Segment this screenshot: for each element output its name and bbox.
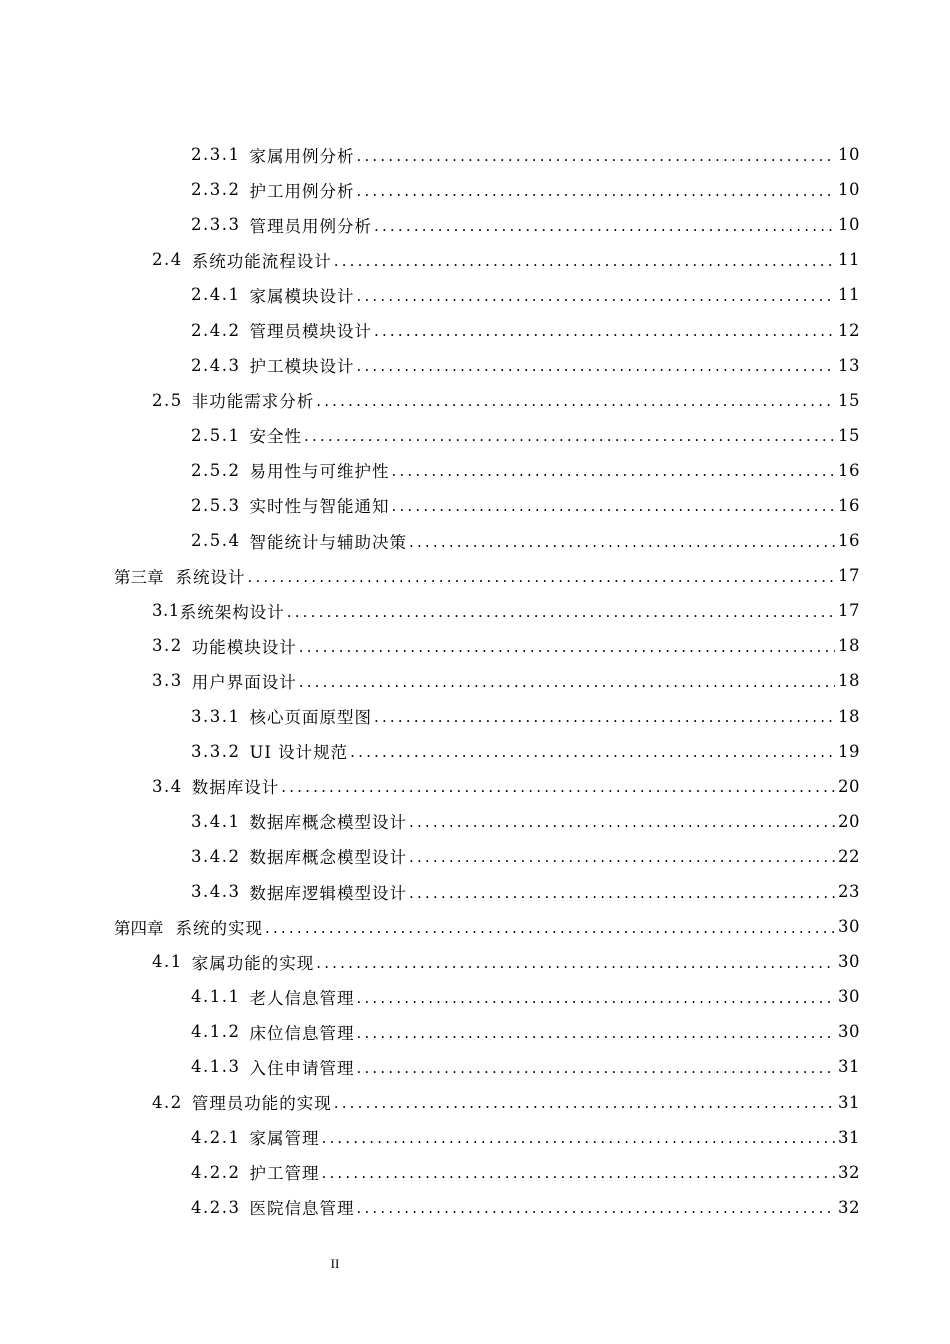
toc-dot-leader xyxy=(356,989,835,1007)
toc-entry[interactable] xyxy=(0,488,950,523)
toc-entry[interactable] xyxy=(0,734,950,769)
toc-dot-leader xyxy=(356,1199,835,1217)
toc-entry-number: 2.4.2 xyxy=(191,320,241,340)
toc-entry-title: 医院信息管理 xyxy=(249,1199,355,1219)
toc-entry-number: 3.1 xyxy=(152,601,180,621)
toc-entry-title: 安全性 xyxy=(249,427,302,447)
toc-entry-number: 2.3.2 xyxy=(191,180,241,200)
toc-dot-leader xyxy=(265,919,835,937)
toc-entry-number: 第四章 xyxy=(114,918,164,938)
toc-dot-leader xyxy=(409,848,835,866)
toc-entry-title: 易用性与可维护性 xyxy=(249,462,390,482)
toc-entry[interactable] xyxy=(0,1190,950,1225)
toc-dot-leader xyxy=(374,322,835,340)
toc-entry-title: 数据库概念模型设计 xyxy=(249,813,407,833)
toc-entry-number: 4.2.2 xyxy=(191,1162,241,1182)
toc-entry[interactable] xyxy=(0,137,950,172)
toc-entry[interactable] xyxy=(0,418,950,453)
toc-entry-page: 16 xyxy=(838,495,860,515)
toc-entry[interactable] xyxy=(0,874,950,909)
toc-dot-leader xyxy=(356,287,835,305)
toc-entry-number: 4.2.3 xyxy=(191,1197,241,1217)
toc-entry[interactable] xyxy=(0,979,950,1014)
toc-entry[interactable] xyxy=(0,207,950,242)
toc-dot-leader xyxy=(356,357,835,375)
toc-dot-leader xyxy=(316,392,835,410)
toc-entry-page: 11 xyxy=(838,250,860,270)
toc-entry-page: 22 xyxy=(838,846,860,866)
toc-entry-title: 护工用例分析 xyxy=(249,181,355,201)
toc-entry[interactable] xyxy=(0,1120,950,1155)
toc-dot-leader xyxy=(334,252,835,270)
toc-dot-leader xyxy=(287,603,835,621)
toc-dot-leader xyxy=(299,673,835,691)
toc-entry-title: 家属模块设计 xyxy=(249,286,355,306)
toc-entry[interactable] xyxy=(0,699,950,734)
toc-entry-page: 18 xyxy=(838,636,860,656)
toc-dot-leader xyxy=(350,743,835,761)
toc-entry-page: 30 xyxy=(838,952,860,972)
toc-dot-leader xyxy=(391,462,835,480)
toc-entry-page: 15 xyxy=(838,390,860,410)
toc-entry-number: 4.2 xyxy=(152,1092,183,1112)
toc-entry-page: 32 xyxy=(838,1197,860,1217)
toc-entry-number: 4.1.1 xyxy=(191,987,241,1007)
toc-dot-leader xyxy=(316,954,835,972)
toc-entry-title: 家属管理 xyxy=(249,1129,320,1149)
toc-entry-number: 第三章 xyxy=(114,567,164,587)
toc-entry-title: 系统功能流程设计 xyxy=(191,251,332,271)
toc-dot-leader xyxy=(356,182,835,200)
page-number-footer: II xyxy=(330,1256,340,1271)
toc-dot-leader xyxy=(321,1129,835,1147)
toc-entry-number: 4.1.2 xyxy=(191,1022,241,1042)
toc-entry-page: 17 xyxy=(838,566,860,586)
toc-entry[interactable] xyxy=(0,383,950,418)
toc-entry-page: 31 xyxy=(838,1057,860,1077)
toc-entry-title: 管理员模块设计 xyxy=(249,322,372,342)
table-of-contents xyxy=(0,137,950,1225)
toc-entry-title: 用户界面设计 xyxy=(191,672,297,692)
toc-entry[interactable] xyxy=(0,348,950,383)
toc-entry-page: 20 xyxy=(838,811,860,831)
toc-entry-title: 系统架构设计 xyxy=(179,602,285,622)
toc-entry-title: 智能统计与辅助决策 xyxy=(249,532,407,552)
toc-entry[interactable] xyxy=(0,172,950,207)
toc-entry[interactable] xyxy=(0,1155,950,1190)
toc-entry-page: 18 xyxy=(838,706,860,726)
toc-entry-number: 2.5.2 xyxy=(191,460,241,480)
toc-entry-number: 3.3.1 xyxy=(191,706,241,726)
toc-entry-number: 3.4 xyxy=(152,776,183,796)
toc-dot-leader xyxy=(321,1164,835,1182)
toc-entry-page: 31 xyxy=(838,1127,860,1147)
toc-entry-page: 16 xyxy=(838,531,860,551)
toc-entry-number: 2.3.3 xyxy=(191,215,241,235)
toc-dot-leader xyxy=(281,778,835,796)
toc-entry-number: 3.4.1 xyxy=(191,811,241,831)
toc-entry-number: 3.2 xyxy=(152,636,183,656)
toc-entry[interactable] xyxy=(0,1049,950,1084)
toc-entry[interactable] xyxy=(0,944,950,979)
toc-dot-leader xyxy=(374,217,835,235)
toc-entry-number: 4.2.1 xyxy=(191,1127,241,1147)
toc-entry-title: 系统设计 xyxy=(175,567,246,587)
toc-entry[interactable] xyxy=(0,909,950,944)
toc-entry-page: 30 xyxy=(838,1022,860,1042)
toc-entry-page: 32 xyxy=(838,1162,860,1182)
toc-entry-number: 2.5 xyxy=(152,390,183,410)
toc-entry-page: 16 xyxy=(838,460,860,480)
toc-entry-page: 30 xyxy=(838,917,860,937)
toc-entry-title: UI 设计规范 xyxy=(249,743,349,763)
toc-dot-leader xyxy=(391,497,835,515)
toc-entry-number: 2.3.1 xyxy=(191,145,241,165)
toc-entry-title: 家属用例分析 xyxy=(249,146,355,166)
toc-entry-number: 3.4.2 xyxy=(191,846,241,866)
toc-entry-number: 4.1 xyxy=(152,952,183,972)
toc-dot-leader xyxy=(356,1059,835,1077)
toc-entry-title: 数据库设计 xyxy=(191,778,280,798)
toc-entry-title: 老人信息管理 xyxy=(249,988,355,1008)
toc-entry-page: 31 xyxy=(838,1092,860,1112)
toc-entry-number: 3.3.2 xyxy=(191,741,241,761)
toc-entry-number: 2.4.3 xyxy=(191,355,241,375)
toc-entry[interactable] xyxy=(0,453,950,488)
toc-entry[interactable] xyxy=(0,804,950,839)
toc-entry-page: 10 xyxy=(838,180,860,200)
toc-entry-title: 系统的实现 xyxy=(175,918,263,938)
toc-entry-title: 床位信息管理 xyxy=(249,1023,355,1043)
toc-entry[interactable] xyxy=(0,769,950,804)
toc-entry[interactable] xyxy=(0,1085,950,1120)
toc-dot-leader xyxy=(374,708,835,726)
toc-entry-title: 管理员功能的实现 xyxy=(191,1094,332,1114)
toc-entry-number: 4.1.3 xyxy=(191,1057,241,1077)
toc-entry-title: 护工管理 xyxy=(249,1164,320,1184)
toc-entry-page: 19 xyxy=(838,741,860,761)
toc-entry-page: 11 xyxy=(838,285,860,305)
toc-entry-page: 10 xyxy=(838,215,860,235)
toc-entry-page: 15 xyxy=(838,425,860,445)
toc-entry-page: 17 xyxy=(838,601,860,621)
toc-dot-leader xyxy=(356,1024,835,1042)
toc-entry-page: 23 xyxy=(838,882,860,902)
toc-entry-number: 3.4.3 xyxy=(191,882,241,902)
toc-entry-title: 数据库逻辑模型设计 xyxy=(249,883,407,903)
toc-entry-number: 2.4.1 xyxy=(191,285,241,305)
toc-entry-page: 30 xyxy=(838,987,860,1007)
toc-entry-page: 10 xyxy=(838,145,860,165)
toc-entry-title: 家属功能的实现 xyxy=(191,953,315,973)
toc-entry-page: 18 xyxy=(838,671,860,691)
toc-entry[interactable] xyxy=(0,1014,950,1049)
toc-entry[interactable] xyxy=(0,839,950,874)
toc-dot-leader xyxy=(334,1094,835,1112)
toc-entry[interactable] xyxy=(0,558,950,593)
toc-entry-number: 2.5.1 xyxy=(191,425,241,445)
toc-dot-leader xyxy=(248,568,836,586)
toc-entry[interactable] xyxy=(0,523,950,558)
toc-entry-page: 12 xyxy=(838,320,860,340)
toc-dot-leader xyxy=(409,813,835,831)
toc-entry-title: 功能模块设计 xyxy=(191,637,297,657)
toc-entry[interactable] xyxy=(0,593,950,628)
toc-entry[interactable] xyxy=(0,663,950,698)
toc-dot-leader xyxy=(304,427,835,445)
toc-entry-title: 护工模块设计 xyxy=(249,357,355,377)
toc-entry[interactable] xyxy=(0,628,950,663)
toc-entry[interactable] xyxy=(0,277,950,312)
toc-entry-title: 非功能需求分析 xyxy=(191,392,315,412)
toc-dot-leader xyxy=(409,884,835,902)
toc-entry-title: 核心页面原型图 xyxy=(249,708,372,728)
toc-dot-leader xyxy=(299,638,835,656)
toc-entry-number: 2.4 xyxy=(152,250,183,270)
toc-entry[interactable] xyxy=(0,242,950,277)
toc-entry-number: 2.5.4 xyxy=(191,531,241,551)
toc-entry[interactable] xyxy=(0,312,950,347)
toc-entry-title: 入住申请管理 xyxy=(249,1058,355,1078)
toc-entry-title: 管理员用例分析 xyxy=(249,216,372,236)
toc-entry-title: 实时性与智能通知 xyxy=(249,497,390,517)
toc-dot-leader xyxy=(356,147,835,165)
toc-entry-number: 3.3 xyxy=(152,671,183,691)
toc-entry-title: 数据库概念模型设计 xyxy=(249,848,407,868)
toc-entry-number: 2.5.3 xyxy=(191,495,241,515)
toc-entry-page: 13 xyxy=(838,355,860,375)
toc-entry-page: 20 xyxy=(838,776,860,796)
toc-dot-leader xyxy=(409,533,835,551)
